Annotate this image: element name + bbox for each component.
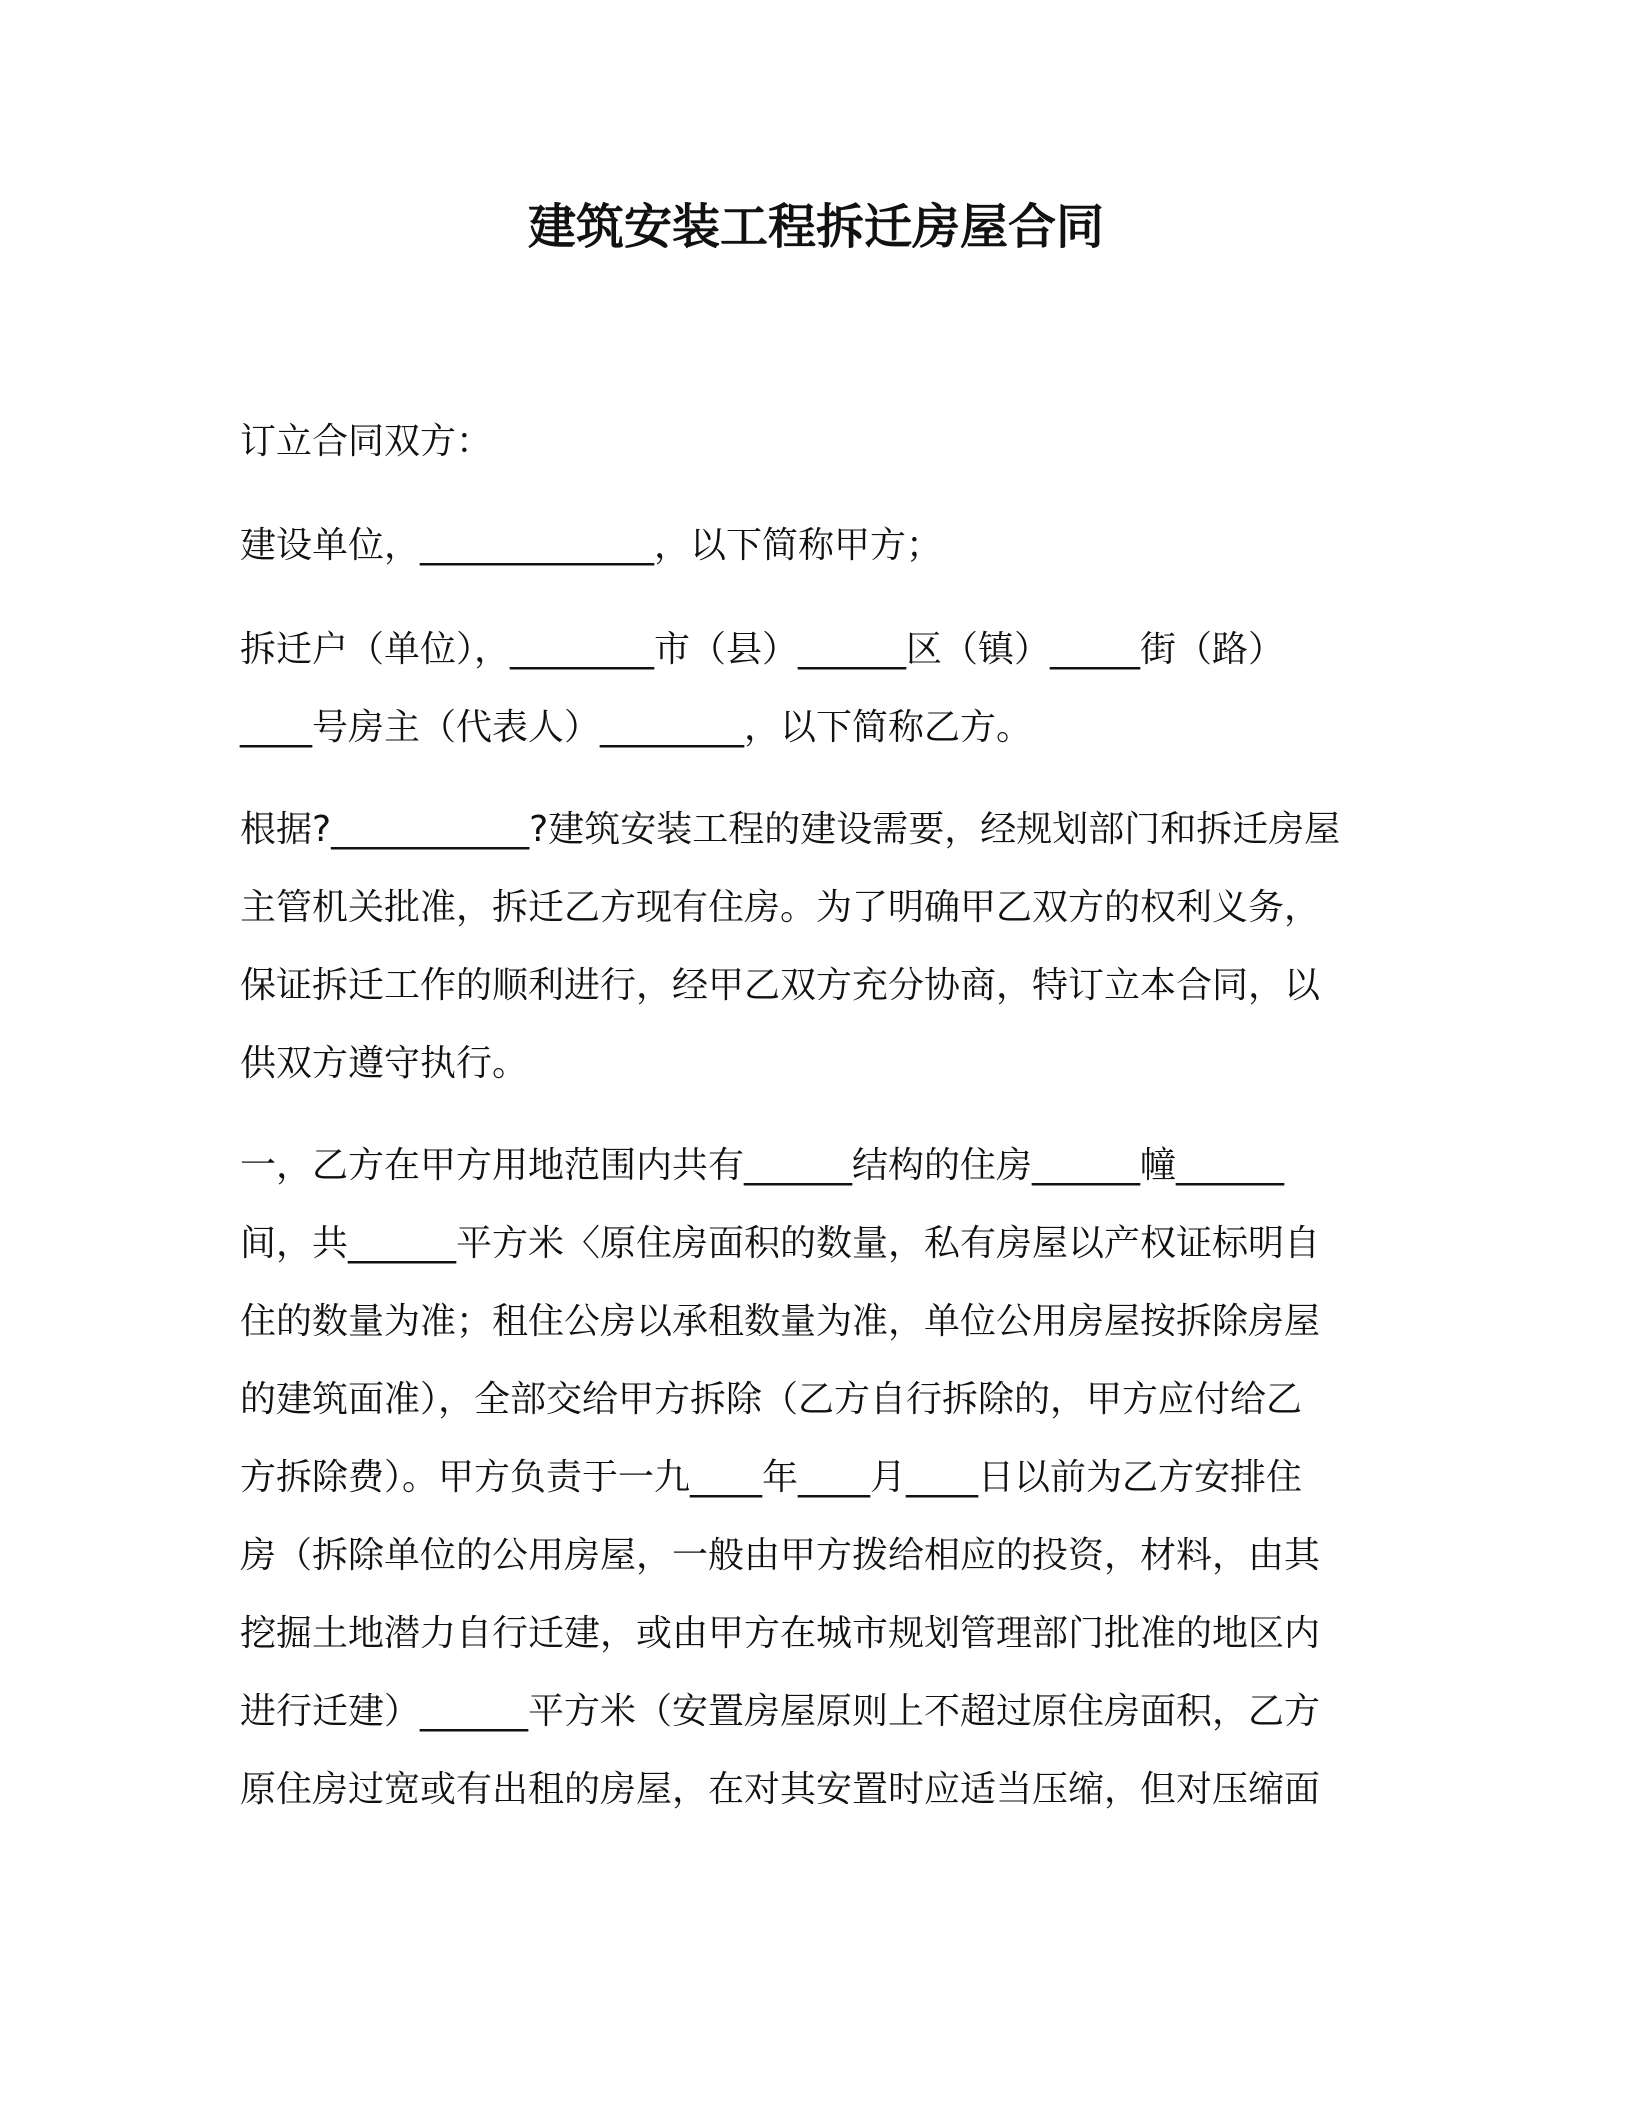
text-line: 建设单位，_____________，以下简称甲方； <box>240 525 943 566</box>
text-line: 一，乙方在甲方用地范围内共有______结构的住房______幢______ <box>240 1145 1285 1186</box>
text-line: 根据?___________?建筑安装工程的建设需要，经规划部门和拆迁房屋 <box>240 809 1341 850</box>
text-line: 住的数量为准；租住公房以承租数量为准，单位公用房屋按拆除房屋 <box>240 1301 1321 1342</box>
text-line: 方拆除费）。甲方负责于一九____年____月____日以前为乙方安排住 <box>240 1457 1303 1498</box>
text-line: 挖掘土地潜力自行迁建，或由甲方在城市规划管理部门批准的地区内 <box>240 1613 1321 1654</box>
text-line: 进行迁建）______平方米（安置房屋原则上不超过原住房面积，乙方 <box>240 1691 1321 1732</box>
text-line: 订立合同双方： <box>240 421 493 462</box>
text-line: 间，共______平方米〈原住房面积的数量，私有房屋以产权证标明自 <box>240 1223 1321 1264</box>
text-line: 供双方遵守执行。 <box>240 1043 529 1084</box>
text-line: 原住房过宽或有出租的房屋，在对其安置时应适当压缩，但对压缩面 <box>240 1769 1321 1810</box>
text-line: 保证拆迁工作的顺利进行，经甲乙双方充分协商，特订立本合同，以 <box>240 965 1321 1006</box>
text-line: 房（拆除单位的公用房屋，一般由甲方拨给相应的投资，材料，由其 <box>240 1535 1321 1576</box>
text-line: 主管机关批准，拆迁乙方现有住房。为了明确甲乙双方的权利义务， <box>240 887 1321 928</box>
text-line: 拆迁户（单位），________市（县）______区（镇）_____街（路） <box>240 629 1285 670</box>
text-line: 的建筑面准），全部交给甲方拆除（乙方自行拆除的，甲方应付给乙 <box>240 1379 1303 1420</box>
text-line: ____号房主（代表人）________，以下简称乙方。 <box>240 707 1033 748</box>
document-title: 建筑安装工程拆迁房屋合同 <box>527 199 1104 255</box>
